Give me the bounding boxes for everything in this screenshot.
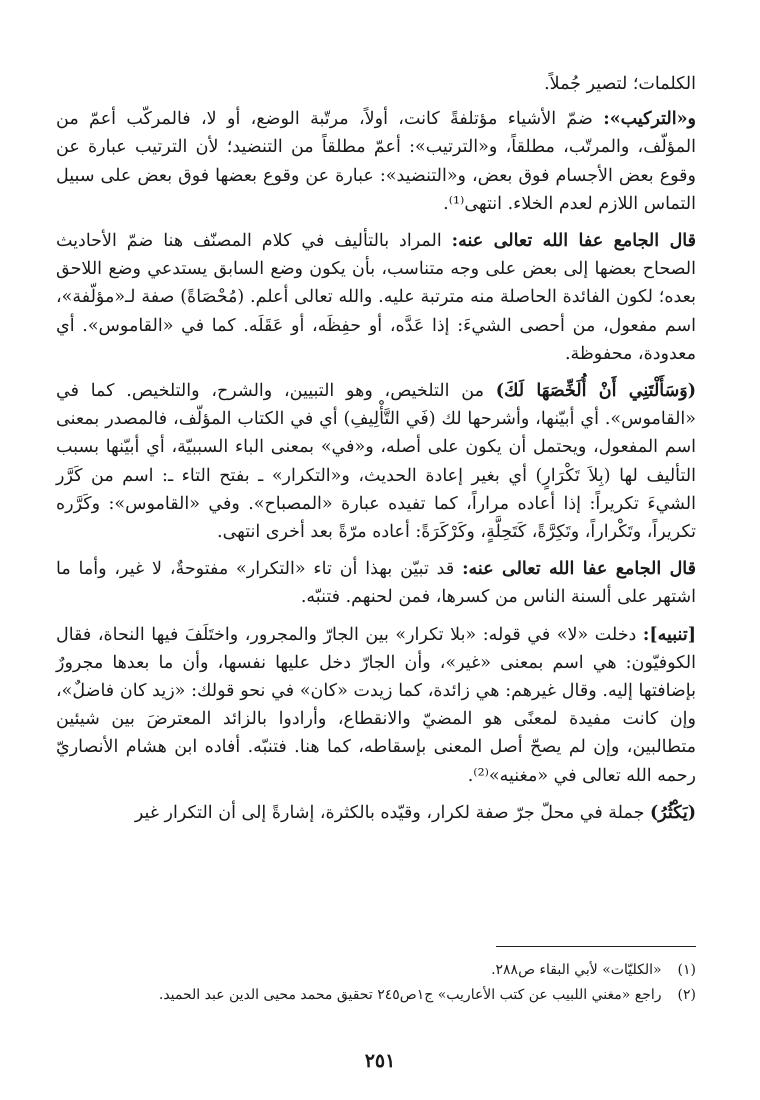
paragraph-jami-1 xyxy=(56,227,696,368)
main-text xyxy=(56,70,696,836)
paragraph-text: المراد بالتأليف في كلام المصنّف هنا ضمّ الأحاديث الصحاح بعضها إلى بعض على وجه متناسب، بأن يكون وضع السابق يستدعي وضع اللاحق بعده؛ لكون الفائدة الحاصلة منه مترتبة عليه. والله تعالى أعلم. (مُحْصَاةً) صفة لـ«مؤلّفة»، اسم مفعول، من أحصى الشيءَ: إذا عَدَّه، أو حفِظَه، أو عَقَلَه. كما في «القاموس». أي معدودة، محفوظة. xyxy=(56,231,696,364)
footnote-text: راجع «مغني اللبيب عن كتب الأعاريب» ج١ص٢٤٥ تحقيق محمد محيى الدين عبد الحميد. xyxy=(158,987,662,1003)
footnote-number: (١) xyxy=(677,962,696,978)
paragraph-text: جملة في محلّ جرّ صفة لكرار، وقيّده بالكثرة، إشارةً إلى أن التكرار غير xyxy=(134,802,650,823)
paragraph-text: قد تبيّن بهذا أن تاء «التكرار» مفتوحةٌ، لا غير، وأما ما اشتهر على ألسنة الناس من كسرها، فمن لحنهم. فتنبّه. xyxy=(56,559,696,608)
paragraph-text: دخلت «لا» في قوله: «بلا تكرار» بين الجارّ والمجرور، واختَلَفَ فيها النحاة، فقال الكوفيّون: هي اسم بمعنى «غير»، وأن الجارّ دخل عليها نفسها، وأن ما بعدها مجرورٌ بإضافتها إليه. وقال غيرهم: هي زائدة، كما زيدت «كان» في نحو قولك: «زيد كان فاضلٌ»، وإن كانت مفيدة لمعنًى هو المضيّ والانقطاع، وأرادوا بالزائد المعترضَ بين شيئين متطالبين، وإن لم يصحّ أصل المعنى بإسقاطه، كما هنا. فتنبّه. أفاده ابن هشام الأنصاريّ رحمه الله تعالى في «مغنيه»⁽²⁾. xyxy=(56,624,696,786)
paragraph-lead: و«التركيب»: xyxy=(603,109,696,130)
footnote-number: (٢) xyxy=(677,987,696,1003)
paragraph-lead: قال الجامع عفا الله تعالى عنه: xyxy=(451,231,696,252)
paragraph-intro xyxy=(56,70,696,98)
paragraph-tanbih xyxy=(56,621,696,790)
paragraph-text: ضمّ الأشياء مؤتلفةً كانت، أولاً، مرتّبة الوضع، أو لا، فالمركّب أعمّ من المؤلّف، والمرتّب، مطلقاً، و«الترتيب»: أعمّ مطلقاً من التنضيد؛ لأن الترتيب عبارة عن وقوع بعض الأجسام فوق بعض، و«التنضيد»: عبارة عن وقوع بعضها فوق بعض على سبيل التماس اللازم لعدم الخلاء. انتهى⁽¹⁾. xyxy=(56,109,696,214)
paragraph-text: الكلمات؛ لتصير جُملاً. xyxy=(544,74,696,94)
footnote-1 xyxy=(56,958,696,983)
footnote-2 xyxy=(56,983,696,1008)
page-number: ٢٥١ xyxy=(364,1050,396,1072)
paragraph-text: من التلخيص، وهو التبيين، والشرح، والتلخيص. كما في «القاموس». أي أبيّنها، وأشرحها لك (فَي التَّأْلِيفِ) أي في الكتاب المؤلّف، فالمصدر بمعنى اسم المفعول، ويحتمل أن يكون على أصله، و«في» بمعنى الباء السببيّة، أي أبيّنها بسبب التأليف لها (بِلاَ تَكْرَارٍ) أي بغير إعادة الحديث، و«التكرار» ـ بفتح التاء ـ: اسم من كَرَّر الشيءَ تكريراً: إذا أعاده مراراً، كما تفيده عبارة «المصباح». وفي «القاموس»: وكَرَّره تكريراً، وتَكْراراً، وتَكِرَّةً، كَتَحِلَّةٍ، وكَرْكَرَةً: أعاده مرّةً بعد أخرى انتهى. xyxy=(56,381,696,543)
footnotes xyxy=(56,958,696,1008)
paragraph-talkhis xyxy=(56,377,696,546)
footnote-divider xyxy=(496,946,696,947)
paragraph-yakthur xyxy=(56,799,696,827)
paragraph-lead: (يَكْثُرُ) xyxy=(649,802,696,823)
paragraph-lead: قال الجامع عفا الله تعالى عنه: xyxy=(462,559,696,580)
paragraph-lead: [تنبيه]: xyxy=(642,624,696,645)
paragraph-tarkib xyxy=(56,105,696,218)
paragraph-lead: (وَسَأَلْتَنِي أَنْ أُلَخِّصَهَا لَكَ) xyxy=(495,381,696,402)
paragraph-jami-2 xyxy=(56,555,696,611)
footnote-text: «الكليّات» لأبي البقاء ص٢٨٨. xyxy=(491,962,662,978)
